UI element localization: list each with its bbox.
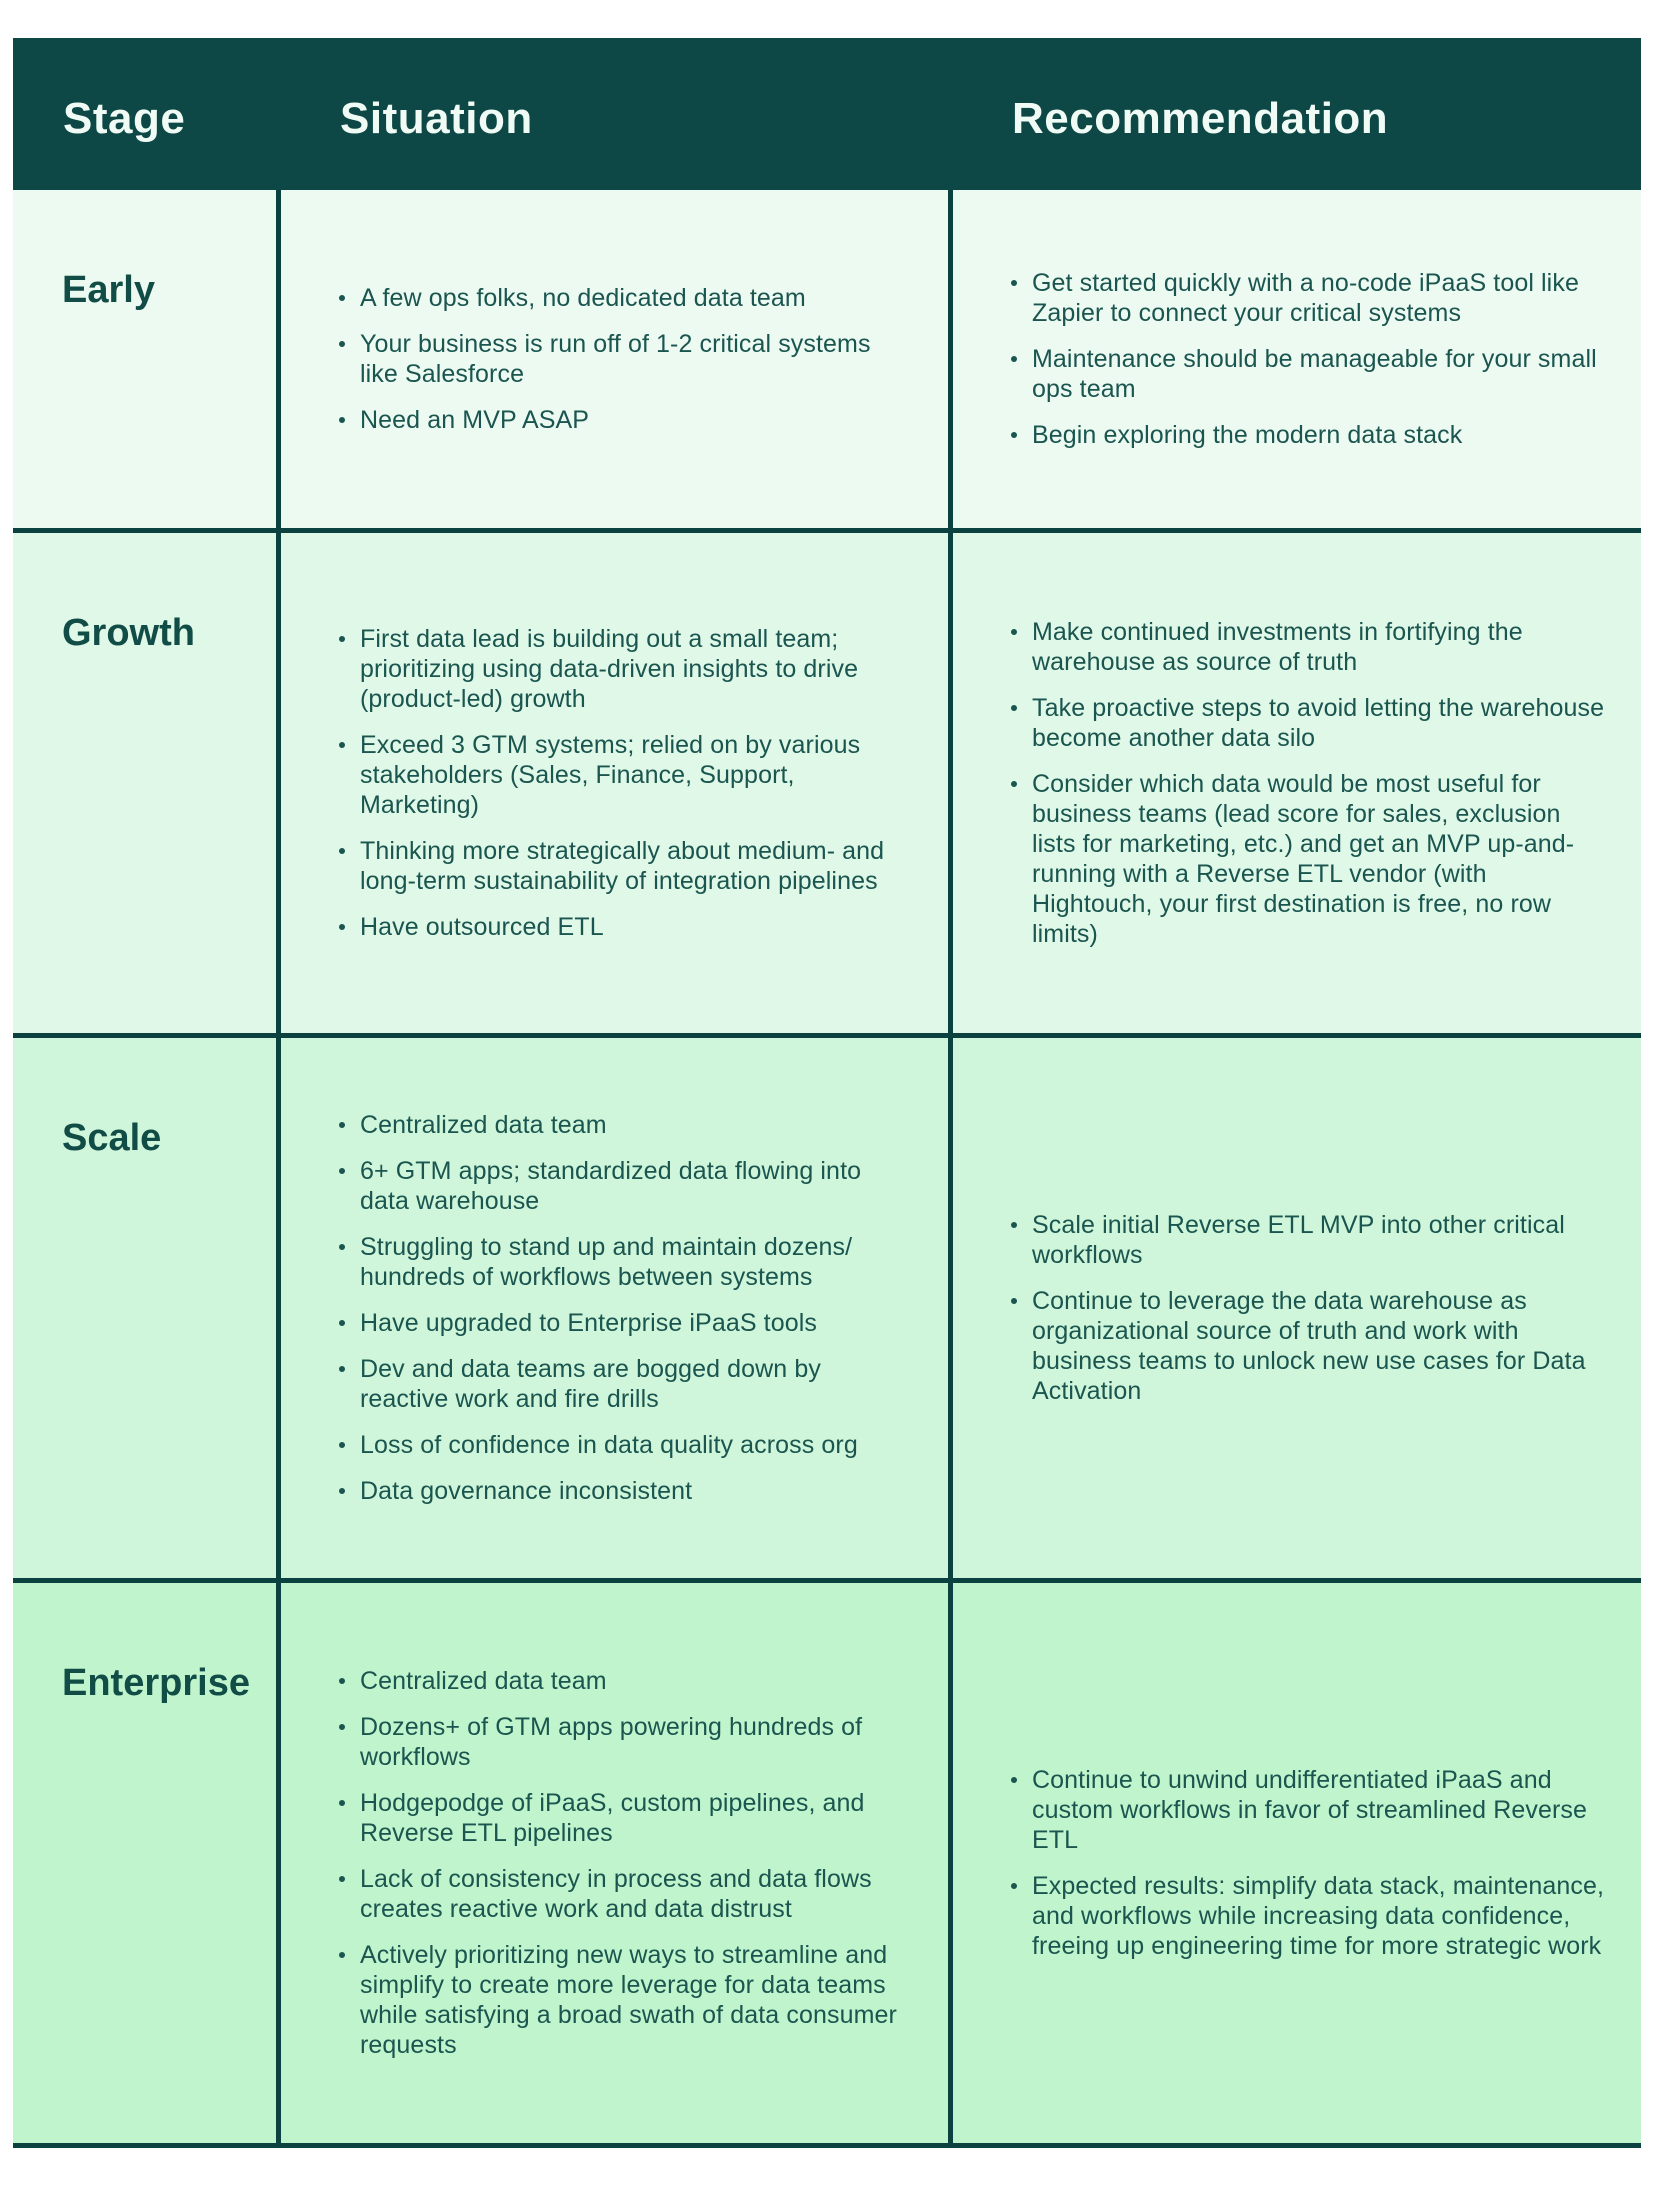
recommendation-item: Continue to leverage the data warehouse as organizational source of truth and work with business teams to unlock new use cases for Data Activation (1032, 1286, 1607, 1406)
situation-item: Exceed 3 GTM systems; relied on by various stakeholders (Sales, Finance, Support, Marketing) (360, 730, 914, 820)
situation-item: Struggling to stand up and maintain dozens/ hundreds of workflows between systems (360, 1232, 914, 1292)
recommendation-item: Get started quickly with a no-code iPaaS tool like Zapier to connect your critical systems (1032, 268, 1607, 328)
recommendation-list-growth (953, 617, 1607, 949)
recommendation-item: Consider which data would be most useful for business teams (lead score for sales, exclusion lists for marketing, etc.) and get an MVP up-and-running with a Reverse ETL vendor (with Hightouch, your first destination is free, no row limits) (1032, 769, 1607, 949)
situation-item: First data lead is building out a small team; prioritizing using data-driven insights to drive (product-led) growth (360, 624, 914, 714)
stage-cell-enterprise (13, 1583, 281, 2143)
recommendation-cell-early (953, 190, 1641, 528)
maturity-stage-table (13, 38, 1641, 2148)
table-header-row (13, 38, 1641, 190)
situation-cell-early (281, 190, 953, 528)
situation-cell-scale (281, 1038, 953, 1578)
situation-item: Centralized data team (360, 1110, 914, 1140)
situation-item: Thinking more strategically about medium- and long-term sustainability of integration pipelines (360, 836, 914, 896)
column-header-situation: Situation (340, 94, 533, 143)
situation-item: Loss of confidence in data quality across org (360, 1430, 914, 1460)
situation-item: Have upgraded to Enterprise iPaaS tools (360, 1308, 914, 1338)
column-header-stage: Stage (63, 94, 186, 143)
recommendation-cell-scale (953, 1038, 1641, 1578)
situation-item: Need an MVP ASAP (360, 405, 914, 435)
recommendation-list-early (953, 268, 1607, 450)
column-header-recommendation: Recommendation (1012, 94, 1389, 143)
stage-label-growth: Growth (62, 612, 195, 654)
situation-item: Centralized data team (360, 1666, 914, 1696)
situation-item: A few ops folks, no dedicated data team (360, 283, 914, 313)
stage-cell-scale (13, 1038, 281, 1578)
stage-cell-growth (13, 533, 281, 1033)
stage-cell-early (13, 190, 281, 528)
recommendation-item: Make continued investments in fortifying the warehouse as source of truth (1032, 617, 1607, 677)
situation-item: Hodgepodge of iPaaS, custom pipelines, and Reverse ETL pipelines (360, 1788, 914, 1848)
stage-label-scale: Scale (62, 1117, 162, 1159)
situation-list-early (281, 283, 914, 435)
situation-item: Your business is run off of 1-2 critical systems like Salesforce (360, 329, 914, 389)
situation-list-enterprise (281, 1666, 914, 2060)
stage-label-early: Early (62, 269, 155, 311)
stage-label-enterprise: Enterprise (62, 1662, 250, 1704)
recommendation-item: Expected results: simplify data stack, maintenance, and workflows while increasing data confidence, freeing up engineering time for more strategic work (1032, 1871, 1607, 1961)
situation-item: Have outsourced ETL (360, 912, 914, 942)
recommendation-cell-growth (953, 533, 1641, 1033)
situation-item: Dev and data teams are bogged down by reactive work and fire drills (360, 1354, 914, 1414)
situation-item: 6+ GTM apps; standardized data flowing into data warehouse (360, 1156, 914, 1216)
situation-list-growth (281, 624, 914, 942)
recommendation-cell-enterprise (953, 1583, 1641, 2143)
recommendation-list-scale (953, 1210, 1607, 1406)
table-row-scale (13, 1038, 1641, 1583)
situation-item: Lack of consistency in process and data flows creates reactive work and data distrust (360, 1864, 914, 1924)
situation-item: Actively prioritizing new ways to streamline and simplify to create more leverage for data teams while satisfying a broad swath of data consumer requests (360, 1940, 914, 2060)
situation-cell-enterprise (281, 1583, 953, 2143)
recommendation-list-enterprise (953, 1765, 1607, 1961)
recommendation-item: Scale initial Reverse ETL MVP into other critical workflows (1032, 1210, 1607, 1270)
table-row-growth (13, 533, 1641, 1038)
situation-item: Dozens+ of GTM apps powering hundreds of workflows (360, 1712, 914, 1772)
recommendation-item: Continue to unwind undifferentiated iPaaS and custom workflows in favor of streamlined Reverse ETL (1032, 1765, 1607, 1855)
table-row-early (13, 190, 1641, 533)
situation-item: Data governance inconsistent (360, 1476, 914, 1506)
recommendation-item: Maintenance should be manageable for your small ops team (1032, 344, 1607, 404)
table-row-enterprise (13, 1583, 1641, 2148)
situation-cell-growth (281, 533, 953, 1033)
situation-list-scale (281, 1110, 914, 1506)
recommendation-item: Begin exploring the modern data stack (1032, 420, 1607, 450)
recommendation-item: Take proactive steps to avoid letting the warehouse become another data silo (1032, 693, 1607, 753)
